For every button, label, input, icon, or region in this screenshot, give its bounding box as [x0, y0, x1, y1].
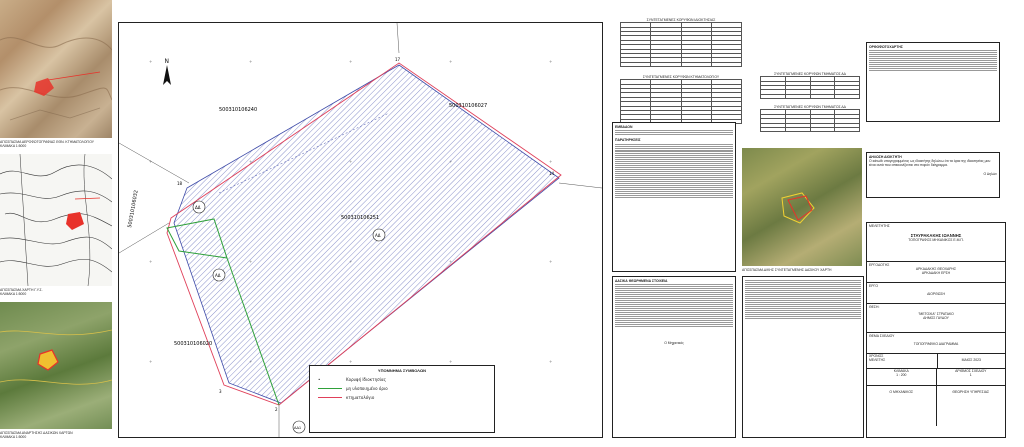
parcel-marker-1: [34, 78, 54, 96]
parcel-code-ne: 500310106027: [449, 103, 488, 109]
coord-table-1: [620, 22, 742, 67]
orthophoto-snippet: [742, 148, 862, 266]
location-section: [867, 304, 1005, 333]
employer-label: ΕΡΓΟΔΟΤΗΣ: [869, 263, 890, 267]
svg-text:+: +: [549, 159, 553, 164]
drawing-label: ΘΕΜΑ ΣΧΕΔΙΟΥ: [869, 334, 895, 338]
legend-row: κτηματολόγιο: [318, 395, 494, 400]
caption-gys: ΑΠΟΣΠΑΣΜΑ ΧΑΡΤΗ Γ.Υ.Σ. ΚΛΙΜΑΚΑ 1:5000: [0, 288, 43, 297]
table-4-title: ΣΥΝΤΕΤΑΓΜΕΝΕΣ ΚΟΡΥΦΩΝ ΤΜΗΜΑΤΟΣ ΔΔ: [774, 105, 846, 110]
coord-table-2: [620, 79, 742, 124]
forest-data-title: ΔΑΣΙΚΑ ΘΕΩΡΗΜΕΝΑ ΣΤΟΙΧΕΙΑ: [615, 279, 668, 283]
notes-title: ΠΑΡΑΤΗΡΗΣΕΙΣ: [615, 138, 641, 143]
svg-text:+: +: [149, 159, 153, 164]
svg-text:+: +: [149, 359, 153, 364]
parcel-code-nw: 500310106240: [219, 107, 258, 113]
svg-text:+: +: [149, 259, 153, 264]
drawing-value: ΤΟΠΟΓΡΑΦΙΚΟ ΔΙΑΓΡΑΜΜΑ: [913, 342, 959, 346]
main-map-frame: [118, 22, 603, 438]
parcel-hatched-area: [174, 65, 559, 403]
svg-text:ΑΔ1: ΑΔ1: [294, 426, 302, 430]
vertex-label: 14: [549, 171, 555, 176]
forest-map-overlay: [0, 302, 112, 429]
area-circle-ad-2: [373, 229, 385, 241]
area-circle-ad1: [293, 421, 305, 433]
vertex-label: 17: [395, 57, 401, 62]
svg-text:+: +: [349, 59, 353, 64]
owner-declaration-box: [866, 152, 1000, 198]
aerial-photo-texture: [0, 0, 112, 138]
parcel-code-w: 500310106032: [127, 189, 140, 229]
notes-area-title: ΕΜΒΑΔΟΝ: [615, 125, 633, 129]
table-2-title: ΣΥΝΤΕΤΑΓΜΕΝΕΣ ΚΟΡΥΦΩΝ ΚΤΗΜΑΤΟΛΟΓΙΟΥ: [642, 75, 720, 80]
svg-text:ΑΔ: ΑΔ: [215, 273, 221, 278]
parcel-marker-3: [38, 350, 58, 370]
title-block: [866, 222, 1006, 438]
declaration-box: [742, 276, 864, 438]
ortho-title: ΟΡΘΟΦΩΤΟΧΑΡΤΗΣ: [869, 45, 903, 49]
parcel-marker-2: [66, 212, 84, 230]
svg-text:ΑΔ: ΑΔ: [375, 233, 381, 238]
vertex-label: 2: [275, 407, 278, 412]
municipality: ΔΗΜΟΣ ΓΑΥΔΟΥ: [923, 316, 949, 321]
svg-text:+: +: [549, 259, 553, 264]
notes-box: [612, 122, 736, 272]
north-arrow-icon: [163, 58, 171, 85]
employer-section: [867, 262, 1005, 283]
location-label: ΘΕΣΗ:: [869, 305, 880, 309]
legend-title: ΥΠΟΜΝΗΜΑ ΣΥΜΒΟΛΩΝ: [377, 368, 427, 373]
photo-caption: ΑΠΟΣΠΑΣΜΑ Δ/ΚΗΣ ΣΥΝΤΕΤΑΓΜΕΝΗΣ ΔΑΣΙΚΟΥ ΧΑΡΤΗ: [742, 268, 832, 272]
left-panel: [0, 0, 112, 447]
engineer-name: ΣΤΑΥΡΑΚΑΚΗΣ ΙΩΑΝΝΗΣ: [910, 233, 962, 238]
svg-text:+: +: [449, 359, 453, 364]
drawing-section: [867, 333, 1005, 354]
work-label: ΕΡΓΟ: [869, 284, 879, 288]
svg-text:N: N: [164, 58, 169, 65]
table-1-title: ΣΥΝΤΕΤΑΓΜΕΝΕΣ ΚΟΡΥΦΩΝ ΙΔΙΟΚΤΗΣΙΑΣ: [646, 18, 716, 22]
svg-text:+: +: [549, 359, 553, 364]
work-value: ΔΙΟΡΘΩΣΗ: [927, 292, 945, 296]
area-circle-dd: [193, 201, 205, 213]
parcel-code-center: 500310106251: [341, 215, 380, 221]
date-label: ΧΡΟΝΟΣ: [869, 354, 884, 358]
gys-map: [0, 154, 112, 286]
svg-text:+: +: [349, 359, 353, 364]
signatures-section: [867, 386, 1005, 426]
coord-table-3: [760, 76, 860, 99]
sheet-label: ΑΡΙΘΜΟΣ ΣΧΕΔΙΟΥ: [955, 369, 987, 373]
parcel-code-sw: 500310106020: [174, 341, 213, 347]
vertex-label: 18: [177, 181, 183, 186]
tables-panel: [620, 18, 742, 124]
svg-text:+: +: [549, 59, 553, 64]
employer-1: ΑΡΚΑΔΑΚΗΣ ΘΕΟΧΑΡΗΣ: [915, 267, 957, 271]
orthophoto-overlay: [742, 148, 862, 266]
date-value: ΜΑΙΟΣ 2023: [961, 358, 981, 362]
legend-row: μη υλοποιημένο όριο: [318, 386, 494, 391]
svg-text:+: +: [449, 59, 453, 64]
tables-panel-2: [760, 72, 860, 132]
svg-text:+: +: [149, 59, 153, 64]
work-section: [867, 283, 1005, 304]
engineer-section: [867, 223, 1005, 262]
svg-text:+: +: [249, 59, 253, 64]
sign-authority: ΘΕΩΡΗΣΗ ΥΠΗΡΕΣΙΑΣ: [952, 390, 990, 394]
gys-map-lines: [0, 154, 112, 286]
caption-forest: ΑΠΟΣΠΑΣΜΑ ΑΝΑΡΤΗΣΗΣ ΔΑΣΙΚΩΝ ΧΑΡΤΩΝ ΚΛΙΜΑΚΑ 1:5000: [0, 431, 73, 440]
legend-row: • Κορυφή Ιδιοκτησίας: [318, 377, 386, 382]
notes-signature: Ο Μηχανικός: [664, 340, 684, 345]
engineer-role: ΤΟΠΟΓΡΑΦΟΣ ΜΗΧΑΝΙΚΟΣ Ε.Μ.Π.: [908, 238, 964, 243]
date-label-2: ΜΕΛΕΤΗΣ: [869, 358, 886, 363]
vertex-label: 3: [219, 389, 222, 394]
caption-aerial: ΑΠΟΣΠΑΣΜΑ ΑΕΡΟΦΩΤΟΓΡΑΦΙΑΣ ΕΘΝ. ΚΤΗΜΑΤΟΛΟΓΙΟΥ ΚΛΙΜΑΚΑ 1:5000: [0, 140, 95, 149]
owner-decl-text: Ο κάτωθι υπογεγραμμένος ως ιδιοκτήτης δηλώνω ότι τα όρια της ιδιοκτησίας μου είναι αυτά που απεικονίζονται στο παρόν διάγραμμα.: [869, 159, 991, 168]
area-circle-ad-1: [213, 269, 225, 281]
engineer-label: ΜΕΛΕΤΗΤΗΣ: [869, 224, 890, 228]
owner-decl-title: ΔΗΛΩΣΗ ΔΙΟΚΤΗΤΗ: [869, 155, 902, 159]
forest-map: [0, 302, 112, 429]
scale-label: ΚΛΙΜΑΚΑ: [893, 369, 909, 373]
scale-value: 1 : 200: [896, 373, 907, 378]
scale-section: [867, 369, 1005, 386]
sign-engineer: Ο ΜΗΧΑΝΙΚΟΣ: [889, 390, 914, 394]
employer-2: ΑΡΚΑΔΑΚΗ ΕΡΣΗ: [921, 271, 951, 276]
coord-table-4: [760, 109, 860, 132]
location-value: "ΜΕΤΟΧΙΑ" ΣΤΡΑΤΑΚΟ: [918, 312, 954, 316]
date-section: [867, 354, 1005, 369]
svg-text:ΔΔ: ΔΔ: [195, 205, 201, 210]
orthophoto-info-box: [866, 42, 1000, 122]
aerial-photo: [0, 0, 112, 138]
legend-box: [309, 365, 495, 433]
owner-sign: Ο Δηλών: [983, 171, 997, 176]
forest-data-box: [612, 276, 736, 438]
table-3-title: ΣΥΝΤΕΤΑΓΜΕΝΕΣ ΚΟΡΥΦΩΝ ΤΜΗΜΑΤΟΣ ΑΔ: [774, 72, 846, 76]
sheet-value: 1: [969, 373, 972, 378]
